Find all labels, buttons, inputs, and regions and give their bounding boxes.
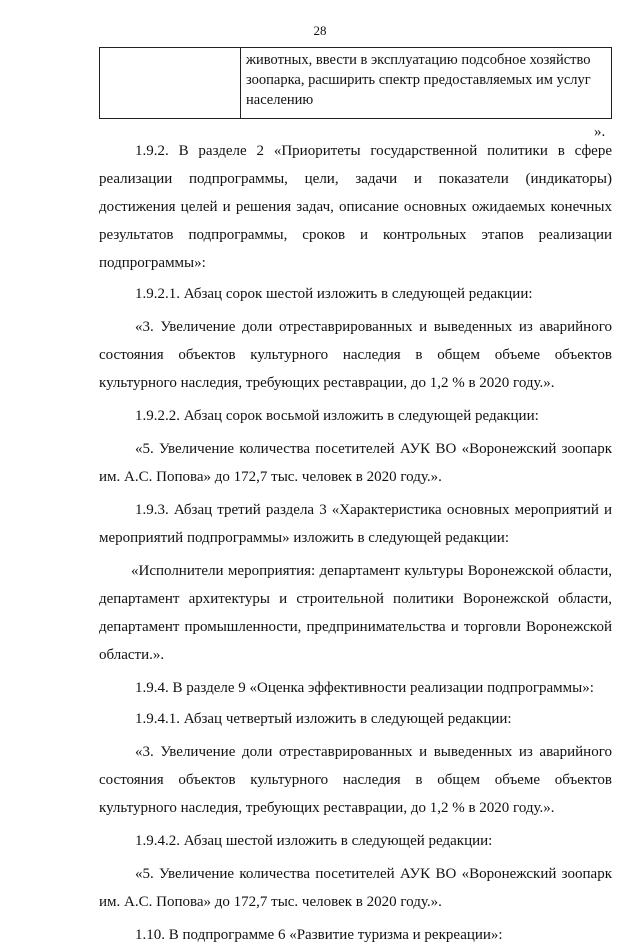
text-line: достижения целей и решения задач, описание основных ожидаемых конечных: [99, 199, 612, 215]
text-line: результатов подпрограммы, сроков и контрольных этапов реализации: [99, 227, 612, 243]
paragraph-1-9-2: [99, 137, 612, 277]
table-cell-text: [241, 48, 611, 118]
text-line: 1.9.2.1. Абзац сорок шестой изложить в следующей редакции:: [135, 286, 533, 302]
closing-quote: ».: [594, 124, 606, 140]
text-line: 1.9.2.2. Абзац сорок восьмой изложить в следующей редакции:: [135, 408, 539, 424]
text-line: 1.9.4.1. Абзац четвертый изложить в следующей редакции:: [135, 711, 512, 727]
table-cell-empty: [100, 48, 241, 118]
text-line: «5. Увеличение количества посетителей АУК ВО «Воронежский зоопарк: [135, 866, 612, 882]
paragraph-1-9-4-1: [99, 705, 612, 733]
text-line: 1.9.3. Абзац третий раздела 3 «Характеристика основных мероприятий и: [135, 502, 612, 518]
paragraph-executors: [99, 557, 612, 669]
text-line: им. А.С. Попова» до 172,7 тыс. человек в 2020 году.».: [99, 894, 442, 910]
text-line: «Исполнители мероприятия: департамент культуры Воронежской области,: [131, 563, 612, 579]
text-line: 1.9.4.2. Абзац шестой изложить в следующей редакции:: [135, 833, 493, 849]
page-number: 28: [313, 23, 327, 38]
table-line: животных, ввести в эксплуатацию подсобное хозяйство: [246, 52, 591, 68]
text-line: состояния объектов культурного наследия в общем объеме объектов: [99, 347, 612, 363]
paragraph-quote-3-repeat: [99, 738, 612, 822]
text-line: «5. Увеличение количества посетителей АУК ВО «Воронежский зоопарк: [135, 441, 612, 457]
text-line: департамент промышленности, предпринимательства и торговли Воронежской: [99, 619, 612, 635]
paragraph-1-9-4-2: [99, 827, 612, 855]
paragraph-quote-5-repeat: [99, 860, 612, 916]
text-line: мероприятий подпрограммы» изложить в следующей редакции:: [99, 530, 509, 546]
text-line: 1.9.2. В разделе 2 «Приоритеты государственной политики в сфере: [135, 143, 612, 159]
paragraph-quote-3: [99, 313, 612, 397]
paragraph-quote-5: [99, 435, 612, 491]
paragraph-1-10: [99, 921, 612, 949]
text-line: культурного наследия, требующих реставрации, до 1,2 % в 2020 году.».: [99, 375, 555, 391]
paragraph-1-9-2-1: [99, 280, 612, 308]
text-line: «3. Увеличение доли отреставрированных и выведенных из аварийного: [135, 744, 612, 760]
text-line: 1.10. В подпрограмме 6 «Развитие туризма и рекреации»:: [135, 927, 503, 943]
text-line: 1.9.4. В разделе 9 «Оценка эффективности реализации подпрограммы»:: [135, 680, 594, 696]
paragraph-1-9-2-2: [99, 402, 612, 430]
document-body: [99, 137, 612, 949]
table-continuation: [99, 47, 612, 119]
text-line: культурного наследия, требующих реставрации, до 1,2 % в 2020 году.».: [99, 800, 555, 816]
text-line: подпрограммы»:: [99, 255, 206, 271]
text-line: департамент архитектуры и строительной политики Воронежской области,: [99, 591, 612, 607]
text-line: реализации подпрограммы, цели, задачи и показатели (индикаторы): [99, 171, 612, 187]
text-line: состояния объектов культурного наследия в общем объеме объектов: [99, 772, 612, 788]
paragraph-1-9-3: [99, 496, 612, 552]
table-line: населению: [246, 92, 314, 108]
text-line: им. А.С. Попова» до 172,7 тыс. человек в 2020 году.».: [99, 469, 442, 485]
paragraph-1-9-4: [99, 674, 612, 702]
table-line: зоопарка, расширить спектр предоставляемых им услуг: [246, 72, 591, 88]
text-line: «3. Увеличение доли отреставрированных и выведенных из аварийного: [135, 319, 612, 335]
text-line: области.».: [99, 647, 165, 663]
